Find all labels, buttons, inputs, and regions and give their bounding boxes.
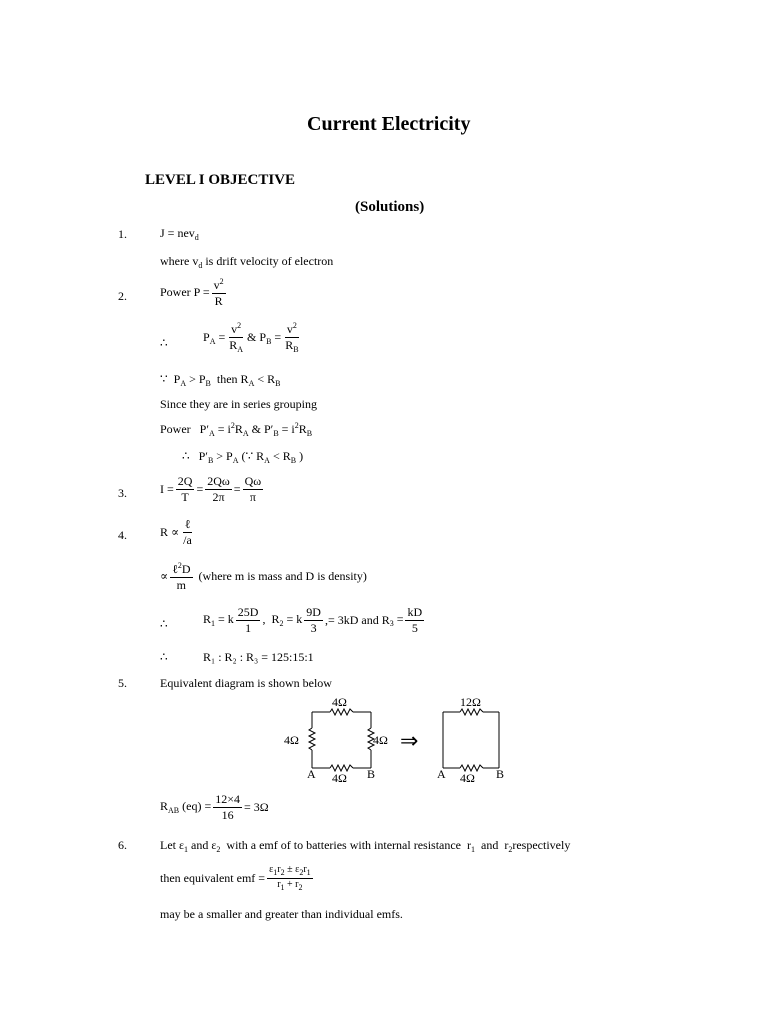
q3-number: 3. — [118, 486, 127, 500]
implies-arrow: ⇒ — [400, 728, 419, 753]
right-top-label: 12Ω — [460, 695, 481, 709]
left-bottom-label: 4Ω — [332, 771, 347, 785]
right-node-a: A — [437, 767, 446, 781]
q1-number: 1. — [118, 227, 127, 241]
q5-text: Equivalent diagram is shown below — [160, 676, 332, 690]
left-node-a: A — [307, 767, 316, 781]
therefore-symbol: ∴ — [160, 617, 168, 631]
therefore-symbol: ∴ — [160, 336, 168, 350]
equivalent-circuit-diagram — [280, 692, 520, 788]
q4-ratio: R₁ : R₂ : R₃ = 125:15:1 — [203, 650, 314, 664]
left-node-b: B — [367, 767, 376, 781]
solutions-heading: (Solutions) — [355, 199, 425, 215]
q2-since-relation: ∵ $P_A > P_B$ then $R_A < R_B$ — [160, 372, 281, 388]
q2-pa-pb: $P_A$ = $\frac{v^2}{R_A}$ & $P_B$ = $\frac{v^2}{R_B}$ — [203, 321, 299, 354]
level-heading: LEVEL I OBJECTIVE — [145, 172, 296, 188]
q4-resistance-proportional: R ∝ $\frac{\text{ℓ}}{/a}$ — [160, 517, 192, 547]
q5-equivalent-resistance: $R_{AB}$ (eq) = $\frac{12\times 4}{16}$ = 3Ω — [160, 792, 269, 822]
q5-number: 5. — [118, 676, 127, 690]
left-left-resistor — [309, 728, 315, 750]
right-top-resistor — [460, 709, 483, 715]
page-title: Current Electricity — [307, 113, 471, 135]
q4-number: 4. — [118, 528, 127, 542]
q1-equation: J = nev$_d$ — [160, 226, 199, 242]
q2-series-text: Since they are in series grouping — [160, 397, 317, 411]
q2-number: 2. — [118, 289, 127, 303]
q1-where: where $v_d$ is drift velocity of electron — [160, 254, 334, 270]
left-right-label: 4Ω — [373, 733, 388, 747]
q2-conclusion: ∴ $P'_B > P_A$ (∵ $R_A < R_B$ ) — [182, 449, 304, 465]
q2-power-formula: Power P = $\frac{v^2}{R}$ — [160, 277, 224, 308]
left-top-resistor — [330, 709, 353, 715]
q2-power-series: Power $P'_A = i^2R_A$ & $P'_B = i^2R_B$ — [160, 421, 313, 438]
right-bottom-label: 4Ω — [460, 771, 475, 785]
right-circuit — [443, 709, 499, 771]
q4-density-relation: ∝ $\frac{\ell^2D}{m}$ (where m is mass and D is density) — [160, 561, 367, 592]
therefore-symbol: ∴ — [160, 650, 168, 664]
q6-conclusion: may be a smaller and greater than individual emfs. — [160, 907, 403, 921]
q4-resistance-values: $R_1 = k$ $\frac{25D}{1}$ , $R_2 = k$ $\frac{9D}{3}$ ,= 3kD and R $_3$ = $\frac{kD}{5}$ — [203, 605, 423, 635]
q6-text: Let $\varepsilon_1$ and $\varepsilon_2$ with a emf of to batteries with internal resistance $r_1$ and $r_2respectively$ — [160, 838, 571, 854]
left-circuit — [309, 709, 374, 771]
q6-number: 6. — [118, 838, 127, 852]
right-node-b: B — [496, 767, 505, 781]
q6-equivalent-emf: then equivalent emf = $\frac{\varepsilon_1r_2 \pm \varepsilon_2r_1}{r_1 + r_2}$ — [160, 864, 311, 893]
q3-current-formula: I = $\frac{2Q}{T}$ = $\frac{2Q\omega}{2\pi}$ = $\frac{Q\omega}{\pi}$ — [160, 474, 262, 504]
left-left-label: 4Ω — [284, 733, 299, 747]
left-top-label: 4Ω — [332, 695, 347, 709]
